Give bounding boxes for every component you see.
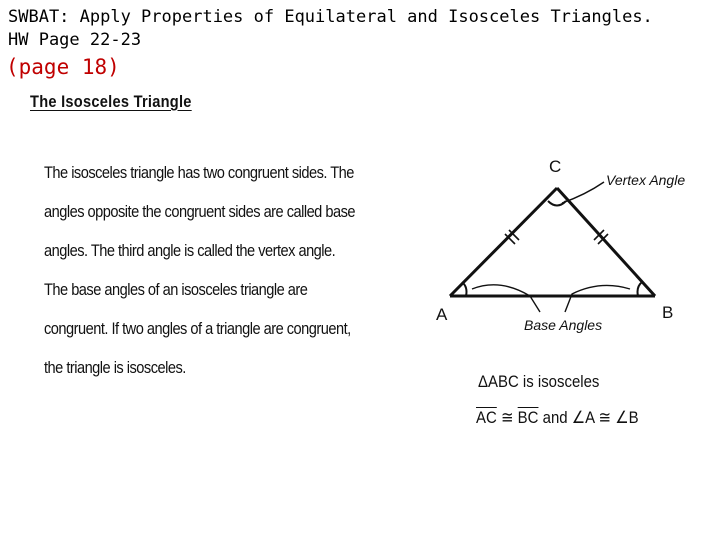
and-word: and	[542, 408, 568, 427]
side-bc	[557, 188, 655, 296]
base-angle-arc-b	[638, 282, 643, 296]
segment-bc: $\overline{BC}$	[517, 408, 539, 427]
vertex-label-b: B	[662, 303, 674, 322]
angle-b: ∠B	[615, 408, 639, 427]
paragraph-line: angles. The third angle is called the vertex angle.	[44, 241, 336, 260]
section-title: The Isosceles Triangle	[30, 92, 192, 111]
given-statement: ΔABC is isosceles	[478, 372, 600, 391]
paragraph-line: congruent. If two angles of a triangle are congruent,	[44, 319, 351, 338]
objective-line: SWBAT: Apply Properties of Equilateral and Isosceles Triangles.	[8, 7, 653, 27]
paragraph-line: The base angles of an isosceles triangle are	[44, 280, 308, 299]
congruent-symbol: ≅	[500, 408, 514, 427]
vertex-label-a: A	[436, 305, 448, 324]
paragraph-line: the triangle is isosceles.	[44, 358, 186, 377]
vertex-label-c: C	[549, 157, 562, 176]
base-angle-leader-a	[472, 285, 540, 312]
congruent-symbol: ≅	[598, 408, 612, 427]
congruence-statement	[476, 408, 639, 428]
page-reference: (page 18)	[6, 55, 120, 79]
base-angle-leader-b	[565, 285, 630, 312]
paragraph-line: The isosceles triangle has two congruent sides. The	[44, 163, 354, 182]
tick-marks-ac	[505, 230, 519, 244]
base-angles-label: Base Angles	[524, 317, 603, 333]
angle-a: ∠A	[571, 408, 595, 427]
paragraph-line: angles opposite the congruent sides are called base	[44, 202, 355, 221]
vertex-angle-label: Vertex Angle	[606, 172, 686, 188]
side-ac	[450, 188, 557, 296]
homework-line: HW Page 22-23	[8, 30, 142, 50]
segment-ac: $\overline{AC}$	[476, 408, 497, 427]
